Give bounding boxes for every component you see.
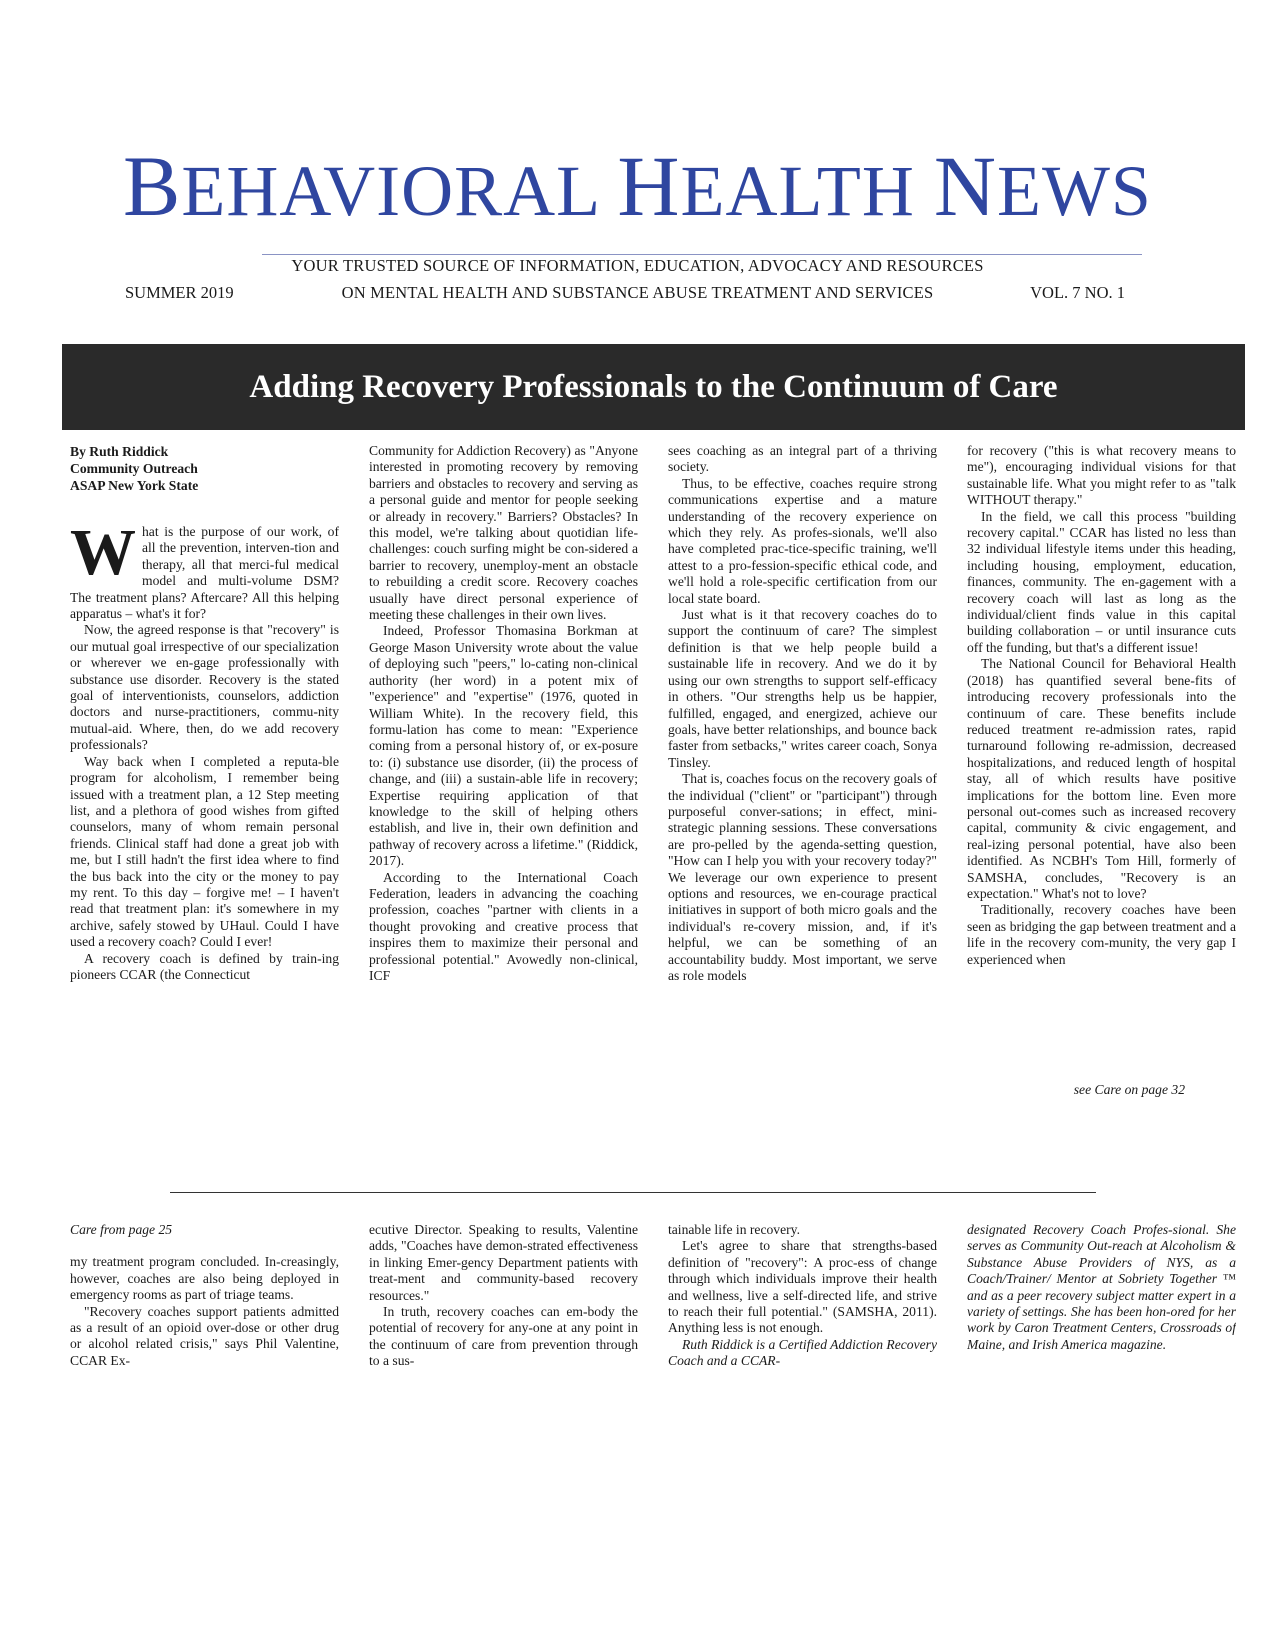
paragraph xyxy=(70,516,339,622)
paragraph: Thus, to be effective, coaches require strong communications expertise and a mature understanding of the recovery experience on which they rely. As profes-sionals, we'll also have completed prac-tice-specific training, we'll attest to a pro-fession-specific ethical code, and we'll hold a role-specific certification from our local state board. xyxy=(668,475,937,606)
article-column-3 xyxy=(668,443,937,1095)
title-word-3: NEWS xyxy=(933,138,1152,234)
continued-from-label: Care from page 25 xyxy=(70,1222,173,1237)
continuation-column-4 xyxy=(967,1222,1236,1422)
continuation-column-3 xyxy=(668,1222,937,1422)
paragraph: The National Council for Behavioral Health (2018) has quantified several bene-fits of introducing recovery professionals into the continuum of care. These benefits include reduced treatment re-admission rates, rapid turnaround following re-admission, decreased hospitalizations, and reduced length of hospital stay, all of which results have positive implications for the bottom line. Even more personal out-comes such as increased recovery capital, community & civic engagement, and real-izing personal potential, have also been identified. As NCBH's Tom Hill, formerly of SAMSHA, concludes, "Recovery is an expectation." What's not to love? xyxy=(967,656,1236,901)
paragraph: Way back when I completed a reputa-ble program for alcoholism, I remember being issued with a treatment plan, a 12 Step meeting list, and a plethora of good wishes from gifted counselors, many of whom remain personal friends. Clinical staff had done a great job with me, but I still hadn't the first idea where to find the bus back into the city or the money to pay my rent. To this day – forgive me! – I haven't read that treatment plan: it's somewhere in my archive, safely stowed by UHaul. Could I have used a recovery coach? Could I ever! xyxy=(70,753,339,950)
paragraph: Community for Addiction Recovery) as "Anyone interested in promoting recovery by removing barriers and obstacles to recovery and serving as a personal guide and mentor for people seeking or already in recovery." Barriers? Obstacles? In this model, we're talking about quotidian life-challenges: couch surfing might be con-sidered a barrier to recovery, unemploy-ment an obstacle to rebuilding a credit score. Recovery coaches usually have direct personal experience of meeting these challenges in their own lives. xyxy=(369,443,638,623)
article-column-2 xyxy=(369,443,638,1095)
tagline-line-1: YOUR TRUSTED SOURCE OF INFORMATION, EDUCATION, ADVOCACY AND RESOURCES xyxy=(291,256,984,275)
continuation-columns xyxy=(70,1222,1236,1422)
title-word-1: BEHAVIORAL xyxy=(123,138,599,234)
paragraph: for recovery ("this is what recovery means to me"), encouraging individual visions for that sustainable life. What you might refer to as "talk WITHOUT therapy." xyxy=(967,443,1236,508)
byline-author: By Ruth Riddick xyxy=(70,444,169,459)
author-bio-start: Ruth Riddick is a Certified Addiction Recovery Coach and a CCAR- xyxy=(668,1336,937,1369)
masthead-rule xyxy=(262,254,1142,255)
paragraph: tainable life in recovery. xyxy=(668,1222,800,1237)
volume-number: VOL. 7 NO. 1 xyxy=(1030,283,1125,302)
byline-org: ASAP New York State xyxy=(70,478,199,493)
article-column-4 xyxy=(967,443,1236,1095)
tagline-line-2: ON MENTAL HEALTH AND SUBSTANCE ABUSE TREATMENT AND SERVICES xyxy=(341,283,934,302)
article-column-1 xyxy=(70,443,339,1095)
paragraph: Now, the agreed response is that "recovery" is our mutual goal irrespective of our specialization or wherever we en-gage professionally with substance use disorder. Recovery is the stated goal of interventionists, counselors, addiction doctors and nurse-practitioners, commu-nity mutual-aid. Where, then, do we add recovery professionals? xyxy=(70,622,339,753)
paragraph: Just what is it that recovery coaches do to support the continuum of care? The simplest definition is that we help people build a sustainable life in recovery. And we do it by using our own strengths to support self-efficacy in others. "Our strengths help us be happier, fulfilled, engaged, and energized, achieve our goals, have better relationships, and bounce back faster from setbacks," writes career coach, Sonya Tinsley. xyxy=(668,607,937,770)
masthead xyxy=(0,138,1275,234)
headline-banner xyxy=(62,344,1245,430)
article-columns xyxy=(70,443,1236,1095)
paragraph: ecutive Director. Speaking to results, Valentine adds, "Coaches have demon-strated effectiveness in linking Emer-gency Department patients with treat-ment and community-based recovery resources." xyxy=(369,1222,638,1303)
article-headline: Adding Recovery Professionals to the Continuum of Care xyxy=(249,369,1058,405)
paragraph: In the field, we call this process "building recovery capital." CCAR has listed no less than 32 individual lifestyle items under this heading, including housing, employment, education, finances, community. The en-gagement with a recovery coach will last as long as the individual/client finds value in this capital building collaboration – or until insurance cuts off the funding, but that's a different issue! xyxy=(967,508,1236,655)
paragraph: my treatment program concluded. In-creasingly, however, coaches are also being deployed in emergency rooms as part of triage teams. xyxy=(70,1254,339,1303)
drop-cap: W xyxy=(70,516,136,589)
author-bio: designated Recovery Coach Profes-sional. She serves as Community Out-reach at Alcoholism & Substance Abuse Providers of NYS, as a Coach/Trainer/ Mentor at Sobriety Together ™ and as a peer recovery subject matter expert in a variety of settings. She has been hon-ored for her work by Caron Treatment Centers, Crossroads of Maine, and Irish America magazine. xyxy=(967,1222,1236,1352)
paragraph: "Recovery coaches support patients admitted as a result of an opioid over-dose or other drug or alcohol related crisis," says Phil Valentine, CCAR Ex- xyxy=(70,1303,339,1368)
paragraph: sees coaching as an integral part of a thriving society. xyxy=(668,443,937,475)
continuation-column-1 xyxy=(70,1222,339,1422)
paragraph: That is, coaches focus on the recovery goals of the individual ("client" or "participant") through purposeful conver-sations; in effect, mini-strategic planning sessions. These conversations are pro-pelled by the agenda-setting question, "How can I help you with your recovery today?" We leverage our own experience to present options and resources, we en-courage practical initiatives in support of both micro goals and the individual's re-covery mission, and, if it's helpful, we can be something of an accountability buddy. Most important, we serve as role models xyxy=(668,771,937,983)
paragraph: A recovery coach is defined by train-ing pioneers CCAR (the Connecticut xyxy=(70,950,339,982)
paragraph: In truth, recovery coaches can em-body the potential of recovery for any-one at any point in the continuum of care from prevention through to a sus- xyxy=(369,1304,638,1369)
continuation-link[interactable]: see Care on page 32 xyxy=(1073,1082,1185,1097)
paragraph: Let's agree to share that strengths-based definition of "recovery": A proc-ess of change through which individuals improve their health and wellness, live a self-directed life, and strive to reach their full potential." (SAMSHA, 2011). Anything less is not enough. xyxy=(668,1238,937,1336)
paragraph-text: hat is the purpose of our work, of all the prevention, interven-tion and therapy, all that merci-ful medical model and multi-volume DSM? The treatment plans? Aftercare? All this helping apparatus – what's it for? xyxy=(70,524,339,622)
paragraph: Traditionally, recovery coaches have been seen as bridging the gap between treatment and a life in the recovery com-munity, the very gap I experienced when xyxy=(967,902,1236,967)
issue-date: SUMMER 2019 xyxy=(125,283,234,302)
continuation-column-2 xyxy=(369,1222,638,1422)
paragraph: Indeed, Professor Thomasina Borkman at George Mason University wrote about the value of deploying such "peers," lo-cating non-clinical authority (her word) in a potent mix of "experience" and "expertise" (1976, quoted in William White). In the recovery field, this formu-lation has come to mean: "Experience coming from a personal history of, or ex-posure to: (i) substance use disorder, (ii) the process of change, and (iii) a sustain-able life in recovery; Expertise requiring application of that knowledge to the skill of helping others establish, and live in, their own definition and pathway of recovery across a lifetime." (Riddick, 2017). xyxy=(369,623,638,869)
publication-title xyxy=(0,138,1275,234)
byline xyxy=(70,443,339,494)
section-divider xyxy=(170,1192,1096,1193)
byline-role: Community Outreach xyxy=(70,461,198,476)
title-word-2: HEALTH xyxy=(617,138,915,234)
paragraph: According to the International Coach Federation, leaders in advancing the coaching profession, coaches "partner with clients in a thought provoking and creative process that inspires them to maximize their personal and professional potential." Avowedly non-clinical, ICF xyxy=(369,869,638,983)
